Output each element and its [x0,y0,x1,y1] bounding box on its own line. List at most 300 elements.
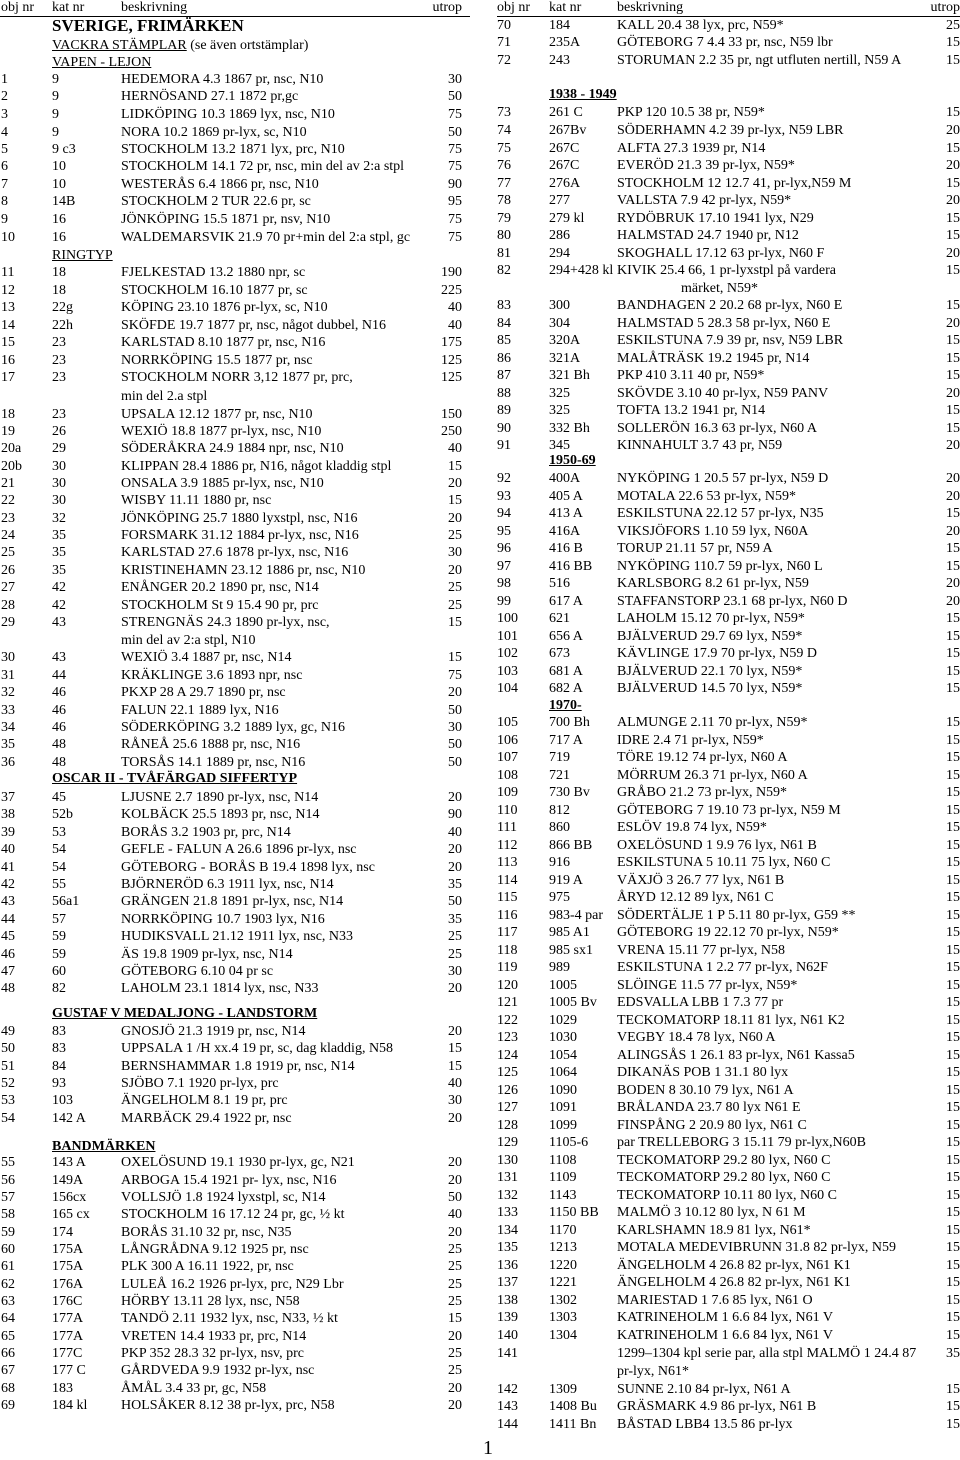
obj-nr: 6 [1,159,8,174]
obj-nr: 23 [1,511,15,526]
list-item [497,332,960,349]
beskrivning: RYDÖBRUK 17.10 1941 lyx, N29 [617,211,814,226]
obj-nr: 97 [497,559,511,574]
kat-nr: 23 [52,335,66,350]
kat-nr: 866 BB [549,838,593,853]
obj-nr: 46 [1,947,15,962]
utrop: 25 [448,1242,462,1257]
list-item [497,437,960,454]
utrop: 15 [946,1135,960,1150]
utrop: 30 [448,720,462,735]
utrop: 15 [448,615,462,630]
obj-nr: 123 [497,1030,518,1045]
obj-nr: 5 [1,142,8,157]
utrop: 125 [441,370,462,385]
utrop: 15 [946,908,960,923]
kat-nr: 45 [52,790,66,805]
utrop: 20 [946,246,960,261]
beskrivning: VRENA 15.11 77 pr-lyx, N58 [617,943,785,958]
kat-nr: 18 [52,283,66,298]
utrop: 40 [448,300,462,315]
obj-nr: 21 [1,476,15,491]
obj-nr: 122 [497,1013,518,1028]
kat-nr: 267C [549,158,580,173]
obj-nr: 83 [497,298,511,313]
utrop: 15 [946,611,960,626]
list-item [497,819,960,836]
utrop: 15 [946,1100,960,1115]
list-item [0,789,470,806]
kat-nr: 82 [52,981,66,996]
obj-nr: 1 [1,72,8,87]
kat-nr: 55 [52,877,66,892]
list-item [497,540,960,557]
utrop: 35 [448,912,462,927]
obj-nr: 67 [1,1363,15,1378]
utrop: 20 [946,158,960,173]
utrop: 90 [448,177,462,192]
utrop: 15 [946,298,960,313]
kat-nr: 48 [52,755,66,770]
utrop: 15 [946,1223,960,1238]
list-item [0,649,470,666]
list-item [497,610,960,627]
utrop: 15 [946,211,960,226]
obj-nr: 87 [497,368,511,383]
utrop: 15 [946,1382,960,1397]
obj-nr: 118 [497,943,518,958]
kat-nr: 54 [52,860,66,875]
kat-nr: 1029 [549,1013,577,1028]
obj-nr: 136 [497,1258,518,1273]
beskrivning: VOLLSJÖ 1.8 1924 lyxstpl, sc, N14 [121,1190,326,1205]
list-item [497,1082,960,1099]
kat-nr: 30 [52,493,66,508]
kat-nr: 860 [549,820,570,835]
utrop: 50 [448,1190,462,1205]
utrop: 15 [946,1399,960,1414]
list-item [0,176,470,193]
list-item [0,458,470,475]
kat-nr: 719 [549,750,570,765]
subtitle-underlined: VACKRA STÄMPLAR [52,38,187,53]
obj-nr: 20a [1,441,22,456]
list-item [497,1169,960,1186]
obj-nr: 12 [1,283,15,298]
obj-nr: 53 [1,1093,15,1108]
kat-nr: 1030 [549,1030,577,1045]
utrop: 15 [946,1188,960,1203]
beskrivning: ESKILSTUNA 1 2.2 77 pr-lyx, N62F [617,960,828,975]
utrop: 15 [946,1275,960,1290]
beskrivning: BORÅS 3.2 1903 pr, prc, N14 [121,825,291,840]
obj-nr: 124 [497,1048,518,1063]
list-item [497,104,960,121]
list-item [0,754,470,771]
utrop: 20 [946,576,960,591]
beskrivning: 1299–1304 kpl serie par, alla stpl MALMÖ 1 24.4 87 [617,1346,917,1361]
utrop: 15 [946,403,960,418]
utrop: 25 [448,1277,462,1292]
utrop: 15 [946,105,960,120]
beskrivning: BJÄLVERUD 14.5 70 lyx, N59* [617,681,803,696]
list-item [0,106,470,123]
obj-nr: 69 [1,1398,15,1413]
beskrivning: STOCKHOLM 13.2 1871 lyx, prc, N10 [121,142,345,157]
list-item [0,1362,470,1379]
utrop: 15 [946,768,960,783]
beskrivning: TORSÅS 14.1 1889 pr, nsc, N16 [121,755,306,770]
obj-nr: 54 [1,1111,15,1126]
obj-nr: 35 [1,737,15,752]
obj-nr: 131 [497,1170,518,1185]
obj-nr: 112 [497,838,518,853]
utrop: 15 [946,1083,960,1098]
obj-nr: 125 [497,1065,518,1080]
list-item [0,1276,470,1293]
list-item [0,824,470,841]
obj-nr: 39 [1,825,15,840]
beskrivning: LAHOLM 23.1 1814 lyx, nsc, N33 [121,981,319,996]
obj-nr: 33 [1,703,15,718]
list-item [0,229,470,246]
list-item [0,1258,470,1275]
beskrivning: STOCKHOLM St 9 15.4 90 pr, prc [121,598,319,613]
utrop: 15 [946,1293,960,1308]
obj-nr: 52 [1,1076,15,1091]
list-item [497,1416,960,1433]
utrop: 175 [441,335,462,350]
header-utrop: utrop [432,0,462,15]
kat-nr: 83 [52,1041,66,1056]
list-item [497,1064,960,1081]
beskrivning: TECKOMATORP 18.11 81 lyx, N61 K2 [617,1013,845,1028]
kat-nr: 83 [52,1024,66,1039]
obj-nr: 37 [1,790,15,805]
beskrivning: ÄNGELHOLM 4 26.8 82 pr-lyx, N61 K1 [617,1258,851,1273]
utrop: 40 [448,825,462,840]
list-item [497,17,960,34]
obj-nr: 60 [1,1242,15,1257]
beskrivning: VÄXJÖ 3 26.7 77 lyx, N61 B [617,873,785,888]
kat-nr: 1303 [549,1310,577,1325]
list-item [497,907,960,924]
obj-nr: 126 [497,1083,518,1098]
utrop: 40 [448,1076,462,1091]
list-item [497,367,960,384]
obj-nr: 127 [497,1100,518,1115]
kat-nr: 14B [52,194,76,209]
list-item [0,1092,470,1109]
list-item [497,837,960,854]
section-heading-vapen: VAPEN - LEJON [52,55,152,70]
beskrivning: VEGBY 18.4 78 lyx, N60 A [617,1030,776,1045]
beskrivning: PKP 410 3.11 40 pr, N59* [617,368,765,383]
kat-nr: 1411 Bn [549,1417,597,1432]
utrop: 20 [448,981,462,996]
utrop: 15 [946,176,960,191]
kat-nr: 48 [52,737,66,752]
utrop: 35 [448,877,462,892]
utrop: 15 [946,925,960,940]
column-header [497,0,960,17]
obj-nr: 8 [1,194,8,209]
kat-nr: 286 [549,228,570,243]
beskrivning: ESKILSTUNA 22.12 57 pr-lyx, N35 [617,506,824,521]
utrop: 15 [946,1118,960,1133]
kat-nr: 320A [549,333,581,348]
kat-nr: 721 [549,768,570,783]
utrop: 50 [448,755,462,770]
utrop: 15 [946,421,960,436]
kat-nr: 30 [52,459,66,474]
beskrivning: IDRE 2.4 71 pr-lyx, N59* [617,733,764,748]
obj-nr: 13 [1,300,15,315]
list-item [0,264,470,281]
utrop: 15 [946,803,960,818]
catalog-title: SVERIGE, FRIMÄRKEN [52,16,244,35]
kat-nr: 43 [52,615,66,630]
obj-nr: 143 [497,1399,518,1414]
beskrivning: ÄNGELHOLM 8.1 19 pr, prc [121,1093,288,1108]
obj-nr: 14 [1,318,15,333]
kat-nr: 300 [549,298,570,313]
kat-nr: 30 [52,476,66,491]
beskrivning: KÄVLINGE 17.9 70 pr-lyx, N59 D [617,646,817,661]
row-continuation: min del av 2:a stpl, N10 [121,633,256,648]
obj-nr: 140 [497,1328,518,1343]
utrop: 15 [946,750,960,765]
header-utrop: utrop [930,0,960,15]
list-item [497,1047,960,1064]
kat-nr: 1221 [549,1275,577,1290]
beskrivning: ENÅNGER 20.2 1890 pr, nsc, N14 [121,580,319,595]
list-item [497,1309,960,1326]
utrop: 20 [946,386,960,401]
kat-nr: 1054 [549,1048,577,1063]
beskrivning: GÖTEBORG - BORÅS B 19.4 1898 lyx, nsc [121,860,375,875]
list-item [497,749,960,766]
kat-nr: 516 [549,576,570,591]
kat-nr: 176C [52,1294,83,1309]
obj-nr: 132 [497,1188,518,1203]
utrop: 15 [946,1048,960,1063]
beskrivning: MÖRRUM 26.3 71 pr-lyx, N60 A [617,768,808,783]
list-item [0,1023,470,1040]
beskrivning: ÄNGELHOLM 4 26.8 82 pr-lyx, N61 K1 [617,1275,851,1290]
kat-nr: 176A [52,1277,84,1292]
kat-nr: 405 A [549,489,583,504]
list-item [497,315,960,332]
list-item [497,1292,960,1309]
beskrivning: MARBÄCK 29.4 1922 pr, nsc [121,1111,292,1126]
beskrivning: TORUP 21.11 57 pr, N59 A [617,541,773,556]
obj-nr: 68 [1,1381,15,1396]
kat-nr: 177A [52,1311,84,1326]
kat-nr: 156cx [52,1190,87,1205]
utrop: 25 [448,947,462,962]
utrop: 20 [448,1381,462,1396]
obj-nr: 61 [1,1259,15,1274]
beskrivning: BERNSHAMMAR 1.8 1919 pr, nsc, N14 [121,1059,355,1074]
list-item [497,1187,960,1204]
beskrivning: PKP 352 28.3 32 pr-lyx, nsv, prc [121,1346,305,1361]
kat-nr: 142 A [52,1111,86,1126]
beskrivning: OXELÖSUND 1 9.9 76 lyx, N61 B [617,838,817,853]
utrop: 20 [448,511,462,526]
header-kat-nr: kat nr [549,0,582,15]
kat-nr: 43 [52,650,66,665]
utrop: 15 [946,53,960,68]
kat-nr: 989 [549,960,570,975]
kat-nr: 1150 BB [549,1205,599,1220]
obj-nr: 116 [497,908,518,923]
kat-nr: 321 Bh [549,368,590,383]
obj-nr: 137 [497,1275,518,1290]
beskrivning: JÖNKÖPING 25.7 1880 lyxstpl, nsc, N16 [121,511,358,526]
obj-nr: 79 [497,211,511,226]
beskrivning: WEXIÖ 3.4 1887 pr, nsc, N14 [121,650,292,665]
list-item [0,158,470,175]
beskrivning: ALMUNGE 2.11 70 pr-lyx, N59* [617,715,808,730]
utrop: 75 [448,159,462,174]
beskrivning: GÅRDVEDA 9.9 1932 pr-lyx, nsc [121,1363,315,1378]
list-item [497,854,960,871]
kat-nr: 184 [549,18,570,33]
utrop: 15 [946,333,960,348]
beskrivning: STOCKHOLM NORR 3,12 1877 pr, prc, [121,370,353,385]
obj-nr: 57 [1,1190,15,1205]
list-item [497,1029,960,1046]
kat-nr: 700 Bh [549,715,590,730]
obj-nr: 30 [1,650,15,665]
kat-nr: 812 [549,803,570,818]
list-item [497,889,960,906]
list-item [497,1152,960,1169]
beskrivning: VALLSTA 7.9 42 pr-lyx, N59* [617,193,792,208]
kat-nr: 730 Bv [549,785,590,800]
list-item [0,406,470,423]
list-item [497,297,960,314]
obj-nr: 73 [497,105,511,120]
utrop: 15 [946,141,960,156]
list-item [497,470,960,487]
beskrivning: GEFLE - FALUN A 26.6 1896 pr-lyx, nsc [121,842,357,857]
kat-nr: 1099 [549,1118,577,1133]
beskrivning: ESLÖV 19.8 74 lyx, N59* [617,820,767,835]
obj-nr: 100 [497,611,518,626]
kat-nr: 1105-6 [549,1135,589,1150]
obj-nr: 20b [1,459,22,474]
list-item [0,527,470,544]
obj-nr: 128 [497,1118,518,1133]
right-column [497,0,960,1432]
beskrivning: KARLSTAD 8.10 1877 pr, nsc, N16 [121,335,326,350]
kat-nr: 23 [52,370,66,385]
utrop: 25 [448,1294,462,1309]
list-item [0,475,470,492]
kat-nr: 35 [52,563,66,578]
utrop: 25 [448,1363,462,1378]
obj-nr: 51 [1,1059,15,1074]
kat-nr: 983-4 par [549,908,604,923]
beskrivning: BÅSTAD LBB4 13.5 86 pr-lyx [617,1417,793,1432]
obj-nr: 48 [1,981,15,996]
beskrivning: STOCKHOLM 16 17.12 24 pr, gc, ½ kt [121,1207,345,1222]
obj-nr: 62 [1,1277,15,1292]
section-heading-bandmarken: BANDMÄRKEN [52,1139,156,1154]
obj-nr: 85 [497,333,511,348]
kat-nr: 345 [549,438,570,453]
list-item [497,732,960,749]
kat-nr: 175A [52,1259,84,1274]
kat-nr: 294 [549,246,570,261]
kat-nr: 174 [52,1225,73,1240]
kat-nr: 304 [549,316,570,331]
obj-nr: 38 [1,807,15,822]
beskrivning: ÄS 19.8 1909 pr-lyx, nsc, N14 [121,947,293,962]
kat-nr: 1213 [549,1240,577,1255]
obj-nr: 19 [1,424,15,439]
utrop: 75 [448,668,462,683]
list-item [0,1397,470,1414]
utrop: 15 [946,664,960,679]
utrop: 15 [448,650,462,665]
utrop: 20 [448,790,462,805]
beskrivning: TECKOMATORP 29.2 80 lyx, N60 C [617,1153,831,1168]
beskrivning: WESTERÅS 6.4 1866 pr, nsc, N10 [121,177,319,192]
list-item [497,1204,960,1221]
list-item [0,876,470,893]
list-item [497,593,960,610]
utrop: 15 [946,943,960,958]
list-item [0,1293,470,1310]
kat-nr: 416A [549,524,581,539]
kat-nr: 1309 [549,1382,577,1397]
obj-nr: 82 [497,263,511,278]
section-heading-ringtyp: RINGTYP [52,248,113,263]
utrop: 15 [946,1205,960,1220]
list-item [0,1075,470,1092]
utrop: 30 [448,545,462,560]
list-item [0,963,470,980]
utrop: 20 [946,489,960,504]
obj-nr: 72 [497,53,511,68]
utrop: 15 [946,228,960,243]
kat-nr: 103 [52,1093,73,1108]
obj-nr: 133 [497,1205,518,1220]
list-item [497,1222,960,1239]
beskrivning: SÖDERHAMN 4.2 39 pr-lyx, N59 LBR [617,123,844,138]
kat-nr: 1090 [549,1083,577,1098]
section-heading-1970: 1970- [549,698,582,713]
list-item [0,211,470,228]
obj-nr: 55 [1,1155,15,1170]
beskrivning: ÅRYD 12.12 89 lyx, N61 C [617,890,774,905]
kat-nr: 52b [52,807,73,822]
list-item [0,1206,470,1223]
obj-nr: 18 [1,407,15,422]
obj-nr: 43 [1,894,15,909]
kat-nr: 42 [52,598,66,613]
beskrivning: TANDÖ 2.11 1932 lyx, nsc, N33, ½ kt [121,1311,338,1326]
kat-nr: 1220 [549,1258,577,1273]
kat-nr: 267C [549,141,580,156]
list-item [0,980,470,997]
kat-nr: 267Bv [549,123,587,138]
beskrivning: KÖPING 23.10 1876 pr-lyx, sc, N10 [121,300,328,315]
list-item [0,369,470,386]
